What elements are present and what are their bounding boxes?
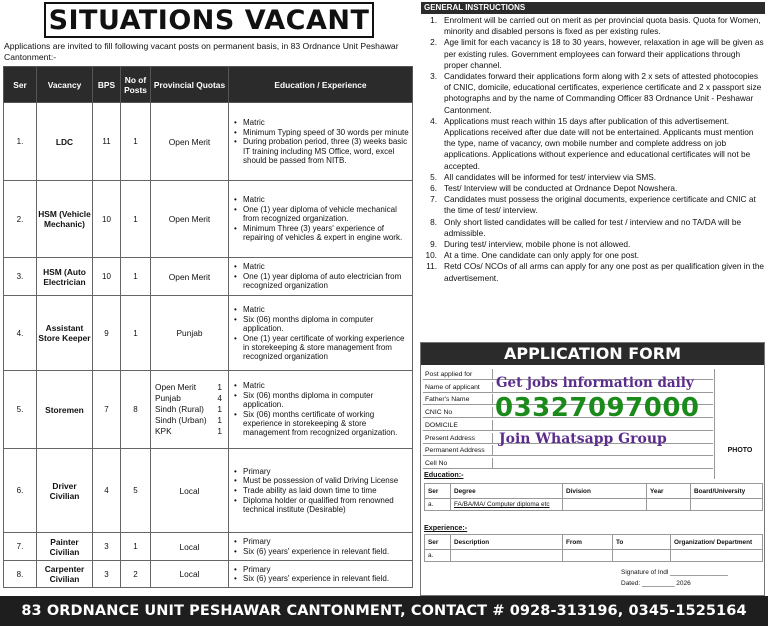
exp-cell: a. [425, 550, 451, 562]
cell-posts: 1 [121, 181, 151, 258]
cell-quota: Local [151, 561, 229, 588]
quota-name: KPK [155, 426, 172, 436]
education-label: Education:- [424, 470, 464, 479]
photo-box [714, 369, 764, 479]
experience-table [424, 534, 763, 562]
cell-bps: 3 [93, 533, 121, 561]
education-item: • Primary [233, 467, 410, 476]
education-list [233, 195, 410, 242]
quota-list [151, 382, 228, 437]
cell-posts: 5 [121, 449, 151, 533]
vacancy-table [3, 66, 413, 588]
instruction-number: 9. [430, 239, 437, 250]
exp-cell [613, 550, 671, 562]
dated-line: Dated: _________ 2026 [621, 580, 691, 587]
education-item: • Primary [233, 537, 410, 546]
form-field [423, 458, 713, 469]
education-item: • Minimum Typing speed of 30 words per minute [233, 128, 410, 137]
instruction-text: Applications must reach within 15 days after publication of this advertisement. Applications received after due date will not be entertained. Applicants must mention the type, name of vacancy, own mobile number and complete address on job applications. Applications without experience and educational certificates will not be accepted. [444, 115, 754, 171]
table-header-row [4, 67, 413, 103]
instruction-number: 8. [430, 216, 437, 227]
education-item: • Matric [233, 262, 410, 271]
form-field-label: CNIC No [423, 407, 493, 418]
cell-education [229, 181, 413, 258]
cell-posts: 1 [121, 258, 151, 296]
cell-vacancy: Carpenter Civilian [37, 561, 93, 588]
instruction-number: 11. [426, 261, 437, 272]
education-item: • Matric [233, 118, 410, 127]
cell-quota: Punjab [151, 296, 229, 371]
cell-quota: Local [151, 449, 229, 533]
header-posts: No of Posts [121, 67, 151, 103]
page-title: SITUATIONS VACANT [48, 4, 370, 36]
cell-ser: 7. [4, 533, 37, 561]
table-row [4, 296, 413, 371]
form-field-label: Father's Name [423, 394, 493, 405]
experience-header-row [425, 535, 763, 550]
instruction-item [421, 15, 765, 37]
cell-posts: 1 [121, 296, 151, 371]
cell-vacancy: Storemen [37, 371, 93, 449]
instruction-item [421, 217, 765, 239]
signature-line: Signature of Indl ________________ [621, 569, 728, 576]
quota-count: 1 [217, 426, 222, 436]
exp-cell [563, 550, 613, 562]
instruction-text: Age limit for each vacancy is 18 to 30 years, however, relaxation in age will be given as per existing rules. Government employees can forward their applications through proper channel. [444, 37, 764, 70]
instruction-text: Test/ Interview will be conducted at Ordnance Depot Nowshera. [444, 183, 678, 194]
education-item: • Primary [233, 565, 410, 574]
instruction-item [421, 71, 765, 116]
title-box [44, 2, 374, 38]
cell-education [229, 296, 413, 371]
instruction-text: Candidates forward their applications form along with 2 x sets of attested photocopies of CNIC, domicile, educational certificates, experience certificate and 2 x passport size photographs and by the name of Commanding Officer 83 Ordnance Unit - Peshawar Cantonment. [444, 71, 762, 115]
cell-vacancy: HSM (Auto Electrician [37, 258, 93, 296]
edu-cell [691, 499, 763, 511]
cell-education [229, 533, 413, 561]
instruction-number: 3. [430, 71, 437, 82]
cell-posts: 8 [121, 371, 151, 449]
cell-vacancy: Driver Civilian [37, 449, 93, 533]
edu-cell [647, 499, 691, 511]
header-bps: BPS [93, 67, 121, 103]
form-field-label: DOMICILE [423, 420, 493, 431]
education-list [233, 565, 410, 584]
header-ser: Ser [4, 67, 37, 103]
promo-whatsapp-text: Join Whatsapp Group [499, 431, 667, 447]
cell-bps: 10 [93, 181, 121, 258]
education-list [233, 381, 410, 437]
exp-col: Ser [425, 535, 451, 550]
instruction-text: Candidates must possess the original documents, experience certificate and CNIC at the time of test/ interview. [444, 194, 756, 216]
cell-vacancy: LDC [37, 103, 93, 181]
instruction-number: 7. [430, 194, 437, 205]
cell-education [229, 561, 413, 588]
instructions-list [421, 15, 765, 284]
promo-jobs-text: Get jobs information daily [496, 375, 694, 391]
instruction-item [421, 116, 765, 172]
education-list [233, 305, 410, 361]
education-item: • Diploma holder or qualified from renowned technical institute (Desirable) [233, 496, 410, 514]
education-row [425, 499, 763, 511]
form-field-label: Permanent Address [423, 445, 493, 456]
edu-col: Degree [451, 484, 563, 499]
header-education: Education / Experience [229, 67, 413, 103]
edu-cell [563, 499, 647, 511]
education-item: • One (1) year diploma of vehicle mechanical from recognized organization. [233, 205, 410, 223]
cell-ser: 5. [4, 371, 37, 449]
cell-ser: 4. [4, 296, 37, 371]
education-list [233, 467, 410, 515]
header-vacancy: Vacancy [37, 67, 93, 103]
quota-name: Open Merit [155, 382, 197, 392]
exp-col: Description [451, 535, 563, 550]
education-list [233, 118, 410, 165]
cell-quota: Local [151, 533, 229, 561]
quota-name: Sindh (Rural) [155, 404, 204, 414]
exp-cell [671, 550, 763, 562]
cell-education [229, 449, 413, 533]
education-item: • One (1) year diploma of auto electrician from recognized organization [233, 272, 410, 290]
instruction-item [421, 239, 765, 250]
instruction-number: 6. [430, 183, 437, 194]
exp-col: Organization/ Department [671, 535, 763, 550]
instruction-text: Only short listed candidates will be called for test / interview and no TA/DA will be admissible. [444, 216, 742, 238]
intro-text: Applications are invited to fill following vacant posts on permanent basis, in 83 Ordnance Unit Peshawar Cantonment:- [4, 41, 399, 62]
instruction-item [421, 250, 765, 261]
quota-item [155, 382, 222, 393]
table-row [4, 103, 413, 181]
education-table [424, 483, 763, 511]
quota-count: 4 [217, 393, 222, 403]
cell-bps: 9 [93, 296, 121, 371]
cell-bps: 10 [93, 258, 121, 296]
education-item: • Minimum Three (3) years' experience of repairing of vehicles & expert in engine work. [233, 224, 410, 242]
education-item: • Matric [233, 195, 410, 204]
education-item: • Matric [233, 381, 410, 390]
form-field-label: Post applied for [423, 369, 493, 380]
cell-quota: Open Merit [151, 258, 229, 296]
cell-vacancy: Painter Civilian [37, 533, 93, 561]
table-row [4, 258, 413, 296]
cell-posts: 1 [121, 533, 151, 561]
cell-bps: 3 [93, 561, 121, 588]
edu-col: Division [563, 484, 647, 499]
general-instructions-heading: GENERAL INSTRUCTIONS [421, 2, 765, 14]
instruction-text: Enrolment will be carried out on merit as per provincial quota basis. Quota for Women, minority and disabled persons is fixed as per existing rules. [444, 15, 761, 37]
quota-name: Punjab [155, 393, 181, 403]
instruction-number: 10. [425, 250, 437, 261]
education-item: • One (1) year certificate of working experience in storekeeping & store management from recognized organization [233, 334, 410, 362]
quota-item [155, 415, 222, 426]
instruction-item [421, 261, 765, 283]
cell-vacancy: Assistant Store Keeper [37, 296, 93, 371]
cell-quota: Open Merit [151, 181, 229, 258]
footer-contact: 83 ORDNANCE UNIT PESHAWAR CANTONMENT, CONTACT # 0928-313196, 0345-1525164 [0, 596, 768, 626]
edu-col: Board/University [691, 484, 763, 499]
cell-education [229, 371, 413, 449]
cell-quota: Open Merit [151, 103, 229, 181]
quota-item [155, 393, 222, 404]
instruction-number: 5. [430, 171, 437, 182]
education-list [233, 262, 410, 290]
cell-bps: 7 [93, 371, 121, 449]
education-item: • Six (06) months certificate of working experience in storekeeping & store management from recognized organization. [233, 410, 410, 438]
education-item: • Must be possession of valid Driving License [233, 476, 410, 485]
instruction-text: All candidates will be informed for test/ interview via SMS. [444, 171, 657, 182]
instruction-text: During test/ interview, mobile phone is not allowed. [444, 239, 631, 250]
education-header-row [425, 484, 763, 499]
application-form-heading: APPLICATION FORM [421, 343, 764, 365]
experience-label: Experience:- [424, 523, 468, 532]
form-field-label: Name of applicant [423, 382, 493, 393]
quota-count: 1 [217, 404, 222, 414]
cell-education [229, 258, 413, 296]
photo-label: PHOTO [727, 447, 753, 454]
education-item: • Matric [233, 305, 410, 314]
education-item: • During probation period, three (3) weeks basic IT training including MS Office, word, excel should be passed from NITB. [233, 137, 410, 165]
cell-posts: 1 [121, 103, 151, 181]
cell-ser: 6. [4, 449, 37, 533]
edu-col: Year [647, 484, 691, 499]
cell-ser: 3. [4, 258, 37, 296]
cell-posts: 2 [121, 561, 151, 588]
exp-col: To [613, 535, 671, 550]
instruction-number: 2. [430, 37, 437, 48]
application-form [420, 342, 765, 596]
education-item: • Six (6) years' experience in relevant field. [233, 547, 410, 556]
education-item: • Six (6) years' experience in relevant field. [233, 574, 410, 583]
form-field-label: Cell No [423, 458, 493, 469]
instruction-item [421, 194, 765, 216]
instruction-number: 1. [430, 15, 437, 25]
instruction-text: Retd COs/ NCOs of all arms can apply for any one post as per qualification given in the advertisement. [444, 261, 765, 283]
instruction-item [421, 172, 765, 183]
cell-education [229, 103, 413, 181]
quota-item [155, 426, 222, 437]
edu-cell: a. [425, 499, 451, 511]
table-row [4, 449, 413, 533]
header-quotas: Provincial Quotas [151, 67, 229, 103]
instruction-item [421, 37, 765, 71]
quota-count: 1 [217, 382, 222, 392]
cell-ser: 1. [4, 103, 37, 181]
education-item: • Six (06) months diploma in computer application. [233, 315, 410, 333]
edu-col: Ser [425, 484, 451, 499]
quota-name: Sindh (Urban) [155, 415, 207, 425]
instruction-number: 4. [430, 115, 437, 126]
education-item: • Trade ability as laid down time to time [233, 486, 410, 495]
instruction-text: At a time. One candidate can only apply for one post. [444, 250, 640, 261]
cell-quota [151, 371, 229, 449]
exp-col: From [563, 535, 613, 550]
cell-ser: 2. [4, 181, 37, 258]
exp-cell [451, 550, 563, 562]
quota-count: 1 [217, 415, 222, 425]
experience-row [425, 550, 763, 562]
cell-bps: 11 [93, 103, 121, 181]
cell-ser: 8. [4, 561, 37, 588]
table-row [4, 533, 413, 561]
table-row [4, 371, 413, 449]
cell-vacancy: HSM (Vehicle Mechanic) [37, 181, 93, 258]
cell-bps: 4 [93, 449, 121, 533]
education-item: • Six (06) months diploma in computer application. [233, 391, 410, 409]
table-row [4, 561, 413, 588]
edu-cell: FA/BA/MA/ Computer diploma etc [451, 499, 563, 511]
table-row [4, 181, 413, 258]
form-field-label: Present Address [423, 433, 493, 444]
promo-phone-number: 03327097000 [495, 393, 700, 423]
instruction-item [421, 183, 765, 194]
quota-item [155, 404, 222, 415]
education-list [233, 537, 410, 556]
